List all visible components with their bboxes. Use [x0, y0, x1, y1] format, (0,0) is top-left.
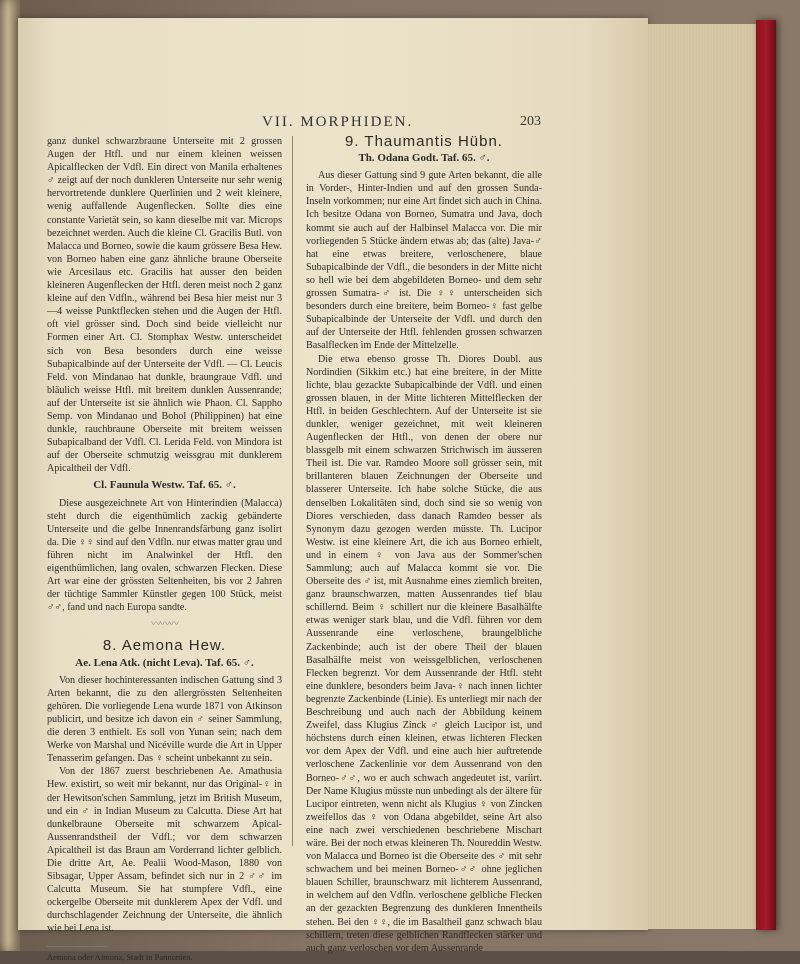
species-heading: Cl. Faunula Westw. Taf. 65. ♂.: [93, 479, 236, 492]
left-column: [47, 135, 282, 964]
facing-page-edge: [0, 0, 20, 951]
paragraph: Die etwa ebenso grosse Th. Diores Doubl. aus Nordindien (Sikkim etc.) hat eine breitere, in der Mitte lichte, blau gezackte Subapicalbinde der Vdfl. und einen grossen blauen, in der Mitte lichteren Mittelflecken der Htfl. in beiden Geschlechtern. Auf der Unterseite ist sie dunkler, weniger gezeichnet, mit weit kleineren Augenflecken der Htfl., von denen der obere nur blassgelb mit einem schwarzen Strichwisch im äusseren Theil ist. Die var. Ramdeo Moore soll grösser sein, mit brillanteren blauen Zeichnungen der Oberseite und blasserer Unterseite. Ich habe solche Stücke, die aus denselben Lokalitäten sind, doch sind sie so wenig von Diores verschieden, dass danach Ramdeo besser als Synonym dazu gezogen werden müsste. Th. Lucipor Westw. ist eine kleinere Art, die ich aus Borneo erhielt, und in einem ♀ von Java aus der Sommer'schen Sammlung; auch auf Malacca kommt sie vor. Die Oberseite des ♂ ist, mit Ausnahme eines ziemlich breiten, ganz braunschwarzen, matten Aussenrandes tief blau schillernd. Beim ♀ schillert nur die kleinere Basalhälfte etwas weniger stark blau, und die Vdfl. führen vor dem Aussenrande eine verloschene, braungelbliche Zackenbinde; auch ist der obere Theil der blauen Basalhälfte meist von weissgelblichen, verloschenen Flecken begrenzt. Vor dem Aussenrande der Htfl. steht eine dunklere, besonders beim Java-♀ nach innen lichter begrenzte Zackenbinde (Linie). Es unterliegt mir nach der Beschreibung und auch nach der Abbildung keinem Zweifel, dass Klugius Zinck ♂ gleich Lucipor ist, und höchstens durch einen kleinen, etwas lichteren Flecken vor dem Apex der Vdfl. und eine auch hier auftretende verloschene Zackenlinie vor dem Aussenrand von den Borneo-♂♂, wo er auch schwach angedeutet ist, variirt. Der Name Klugius müsste nun unbedingt als der ältere für Lucipor eintreten, wenn nicht als Klugius ♀ von Zincken zweifellos das ♀ von Odana abgebildet, seine Art also eine nach zwei verschiedenen beschriebene Mischart wäre. Bei der noch etwas kleineren Th. Noureddin Westw. von Malacca und Borneo ist die Oberseite des ♂ mit sehr schwachem und bei meinen Borneo-♂♂ ohne jeglichen blauen Schiller, braunschwarz mit lichterem Aussenrand, in welchem auf den Vdfln. verloschene gelbliche Flecken an der gezackten Begrenzung des dunkleren Innentheils stehen. Bei den ♀♀, die im Basaltheil ganz schwach blau schillern, treten diese gelblichen Randflecken stärker und auch ganz verloschen vor dem Aussenrande: [306, 353, 542, 954]
paragraph: Aus dieser Gattung sind 9 gute Arten bekannt, die alle in Vorder-, Hinter-Indien und auf den grossen Sunda-Inseln vorkommen; nur eine Art findet sich auch in China. Ich besitze Odana von Borneo, Sumatra und Java, doch kommt sie auch auf der Halbinsel Malacca vor. Die mir vorliegenden 5 Stücke ändern etwas ab; das (alte) Java-♂ hat eine etwas breitere, verloschenere, blaue Subapicalbinde der Vdfl., die besonders in der Mitte nicht so hell wie bei dem abgebildeten Borneo- und dem sehr grossen Sumatra-♂ ist. Die ♀♀ unterscheiden sich besonders durch eine breitere, beim Borneo-♀ fast gelbe Subapicalbinde der Unterseite der Vdfl. und durch den auf der Unterseite der Htfl. fehlenden grossen schwarzen Basalflecken im Ende der Mittelzelle.: [306, 170, 542, 352]
paragraph: Von der 1867 zuerst beschriebenen Ae. Amathusia Hew. existirt, so weit mir bekannt, nur das Original-♀ in der Hewitson'schen Sammlung, jetzt im British Museum, und ein ♂ in Indian Museum zu Calcutta. Diese Art hat dunkelbraune Oberseite mit schwarzem Apical-Aussenrandstheil der Vdfl.; vor dem schwarzen Apicaltheil ist das Braun am Vorderrand lichter gelblich. Die dritte Art, Ae. Pealii Wood-Mason, 1880 von Sibsagar, Upper Assam, befindet sich nur in 2 ♂♂ im Calcutta Museum. Sie hat stumpfere Vdfl., eine ockergelbe Oberseite mit dunklerem Apex der Vdfl. und durchschlagender Zeichnung der Unterseite, die ähnlich wie bei Lena ist.: [47, 766, 282, 935]
paragraph: Von dieser hochinteressanten indischen Gattung sind 3 Arten bekannt, die zu den allergrössten Seltenheiten gehören. Die vorliegende Lena wurde 1871 von Atkinson publicirt, und besitze ich davon ein ♂ seiner Sammlung, die deren 3 enthielt. Es soll von Yunan sein; nach dem Werke von Marshal und Nicéville wurde die Art in Upper Tenasserim gefangen. Das ♀ scheint unbekannt zu sein.: [47, 674, 282, 765]
right-column: [306, 135, 542, 955]
paragraph: ganz dunkel schwarzbraune Unterseite mit 2 grossen Augen der Htfl. und nur einem kleinen weissen Apicalflecken der Vdfl. Ein direct von Manila erhaltenes ♂ zeigt auf der noch dunkleren Unterseite nur sehr wenig hervortretende dunklere Querlinien und 2 weit kleinere, wenig auffallende Augenflecken. Sollte dies eine constante Varietät sein, so kann dieselbe mit var. Microps bezeichnet werden. Auch die kleine Cl. Gracilis Butl. von Malacca und Borneo, sowie die kaum grössere Besa Hew. von Borneo haben eine ganz ähnliche braune Oberseite wie Arcesilaus etc. Gracilis hat ausser den beiden kleineren Augenflecken der Htfl. deren meist noch 2 ganz kleine auf den Vdfln., während bei Besa hier meist nur 3—4 weisse Punktflecken stehen und die Augen der Htfl. oft viel grösser sind. Doch sind beide vielleicht nur Formen einer Art. Cl. Stomphax Westw. unterscheidet sich von Besa besonders durch eine weisse Subapicalbinde auf der Unterseite der Vdfl. — Cl. Leucis Feld. von Mindanao hat dunkle, braungraue Vdfl. und bläulich weisse Htfl. mit breitem dunklen Aussenrande; auf der Unterseite ist sie ähnlich wie Phaon. Cl. Sappho Semp. von Mindanao und Bohol (Philippinen) hat eine dunkle, rauchbraune Oberseite mit breitem weissen Subapicalband der Vdfl. Cl. Lerida Feld. von Mindora ist auf der Oberseite schmutzig weissgrau mit dunklerem Apicaltheil der Vdfl.: [47, 136, 282, 475]
book-spine: [756, 20, 776, 930]
paragraph: Diese ausgezeichnete Art von Hinterindien (Malacca) steht durch die eigenthümlich zackig gebänderte Unterseite und die gelbe Innenrandsfärbung ganz isolirt da. Die ♀♀ sind auf den Vdfln. nur etwas matter grau und führen nicht im Analwinkel der Htfl. den eigenthümlichen, lang ovalen, schwarzen Flecken. Diese Art war eine der grössten Seltenheiten, bis vor 2 Jahren der tüchtige Sammler Künstler gegen 100 Stück, meist ♂♂, fand und nach Europa sandte.: [47, 497, 282, 614]
page-number: 203: [520, 114, 541, 129]
section-heading: 9. Thaumantis Hübn.: [345, 133, 503, 150]
page-edges: [648, 24, 758, 929]
species-heading: Th. Odana Godt. Taf. 65. ♂.: [358, 152, 490, 165]
species-heading: Ae. Lena Atk. (nicht Leva). Taf. 65. ♂.: [75, 656, 254, 669]
section-heading: 8. Aemona Hew.: [102, 637, 227, 655]
footnote: Aemona oder Aimona, Stadt in Pannonien.: [47, 951, 193, 962]
ornament-divider: 〰〰〰: [151, 619, 178, 631]
running-header: VII. MORPHIDEN.: [262, 114, 414, 130]
footnote-rule: [47, 946, 107, 947]
column-divider: [292, 136, 293, 846]
